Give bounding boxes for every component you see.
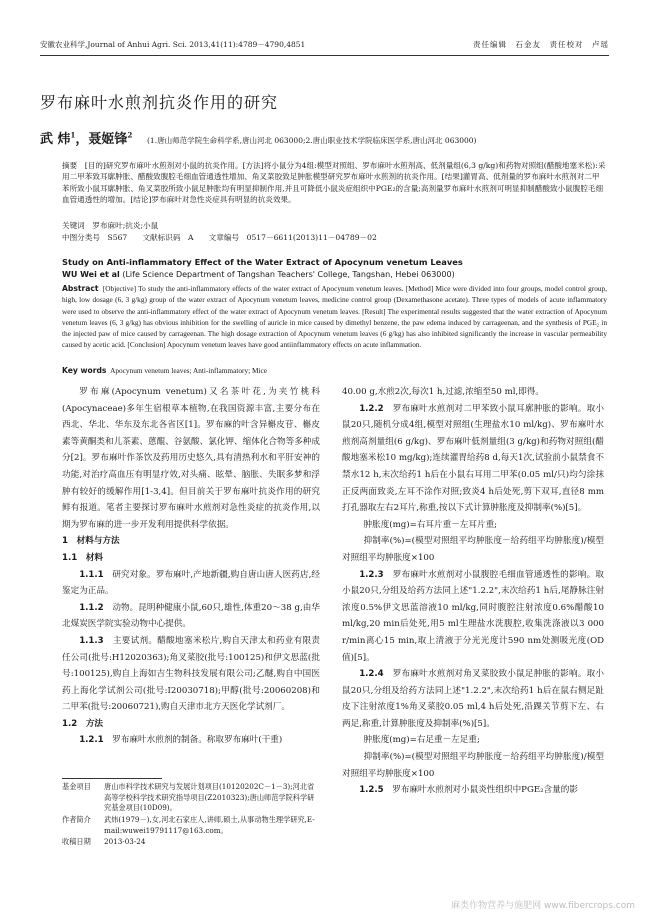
author-line: 武 炜$^1$，聂姬锋$^2$ xyxy=(40,130,133,147)
footnote-fund: 基金项目 唐山市科学技术研究与发展计划项目(10120202C－1－3);河北省高等学校科学技术研究指导项目(Z2010323);唐山师范学院科学研究基金项目(10D09)。 xyxy=(62,782,315,813)
classification-line: 中图分类号 S567 文献标识码 A 文章编号 0517－6611(2013)11－04789－02 xyxy=(62,233,377,242)
footnote-received: 收稿日期 2013-03-24 xyxy=(62,837,146,846)
paragraph-1-2-3: 1.2.3 罗布麻叶水煎剂对小鼠腹腔毛细血管通透性的影响。取小鼠20只,分组及给药方法同上述"1.2.2",末次给药1 h后,尾静脉注射浓度0.5%伊文思蓝溶液10 ml/kg,同时腹腔注射浓度0.6%醋酸10 ml/kg,20 min后处死,用5 ml生理盐水洗腹腔,收集洗涤液以3 000 r/min离心15 min,取上清液于分光光度计590 nm处测吸光度(OD值)[5]。 xyxy=(342,569,604,663)
english-title: Study on Anti-inflammatory Effect of the Water Extract of Apocynum venetum Leaves xyxy=(62,257,463,267)
formula-inhibition: 抑制率(%)=(模型对照组平均肿胀度－给药组平均肿胀度)/模型对照组平均肿胀度×100 xyxy=(342,536,604,563)
watermark: 麻类作物营养与施肥网 www.fibercrops.com xyxy=(451,901,635,911)
paragraph-1-1-1: 1.1.1 研究对象。罗布麻叶,产地新疆,购自唐山唐人医药店,经鉴定为正品。 xyxy=(62,569,320,597)
journal-citation: 安徽农业科学,Journal of Anhui Agri. Sci. 2013,41(11):4789－4790,4851 xyxy=(40,40,306,49)
formula-paw-swelling: 肿胀度(mg)=右足重－左足重; xyxy=(363,735,480,746)
intro-paragraph: 罗布麻(Apocynum venetum)又名茶叶花,为夹竹桃科(Apocynaceae)多年生宿根草本植物,在我国资源丰富,主要分布在西北、华北、华东及东北各省区[1]。罗布麻的叶含异槲皮苷、槲皮素等黄酮类和儿茶素、蒽醌、谷氨酸、氯化钾、缩体化合物等多种成分[2]。罗布麻叶作茶饮及药用历史悠久,具有清热利水和平肝安神的功能,对治疗高血压有明显疗效,对头痛、眩晕、脑胀、失眠多梦和浮肿有较好的缓解作用[1-3,4]。但目前关于罗布麻叶抗炎作用的研究鲜有报道。笔者主要探讨罗布麻叶水煎剂对急性炎症的抗炎作用,以期为罗布麻的进一步开发利用提供科学依据。 xyxy=(62,387,320,530)
footnote-author: 作者简介 武炜(1979－),女,河北石家庄人,讲师,硕士,从事动物生理学研究,E-mail:wuwei19791117@163.com。 xyxy=(62,815,315,835)
paragraph-1-2-1: 1.2.1 罗布麻叶水煎剂的制备。称取罗布麻叶(干重) xyxy=(79,735,283,746)
english-author: WU Wei et al (Life Science Department of Tangshan Teachers' College, Tangshan, Hebei 063000) xyxy=(62,270,455,279)
paragraph-1-2-2: 1.2.2 罗布麻叶水煎剂对二甲苯致小鼠耳廓肿胀的影响。取小鼠20只,随机分成4组,模型对照组(生理盐水10 ml/kg)、罗布麻叶水煎剂高剂量组(6 g/kg)、罗布麻叶低剂量组(3 g/kg)和药物对照组(醋酸地塞米松10 mg/kg);连续灌胃给药8 d,每天1次,试验前小鼠禁食不禁水12 h,末次给药1 h后在小鼠右耳用二甲苯(0.05 ml/只)均匀涂抹正反两面致炎,左耳不涂作对照;致炎4 h后处死,剪下双耳,直径8 mm打孔器取左右2耳片,称重,按以下式计算肿胀度及抑制率(%)[5]。 xyxy=(342,403,604,514)
section-heading: 1 材料与方法 xyxy=(62,536,120,547)
footnote-rule xyxy=(62,778,162,779)
abstract-en: Abstract [Objective] To study the anti-inflammatory effects of the water extract of Apocynum venetum leaves. [Method] Mice were divided into four groups, model control group, high, low dosage (6, 3 g/kg) group of the water extract of Apocynum venetum leaves, medicine control group (Dexamethasone acetate). Three types of models of acute inflammatory were used to observe the anti-inflammatory effect of the water extract of Apocynum venetum leaves. [Result] The experimental results suggested that the water extraction of Apocynum venetum leaves (6, 3 g/kg) has obvious inhibition for the swelling of auricle in mice caused by dimethyl benzene, the paw edema induced by carrageenan, and the synthesis of PGE₂ in the injected paw of mice caused by carrageenan. The high dosage extraction of Apocynum venetum leaves (6 g/kg) has also inhibited significantly the increase in vascular permeability caused by acetic acid. [Conclusion] Apocynum venetum leaves have good antiinflammatory effects on acute inflammation. xyxy=(62,284,607,350)
body-right-column xyxy=(342,384,604,799)
author-1: 武 炜 xyxy=(40,132,71,147)
paragraph-1-2-4: 1.2.4 罗布麻叶水煎剂对角叉菜胶致小鼠足肿胀的影响。取小鼠20只,分组及给药方法同上述"1.2.2",末次给药1 h后在鼠右侧足趾皮下注射浓度1%角叉菜胶0.05 ml,4 h后处死,沿踝关节剪下左、右两足,称重,计算肿胀度及抑制率(%)[5]。 xyxy=(342,669,604,729)
paragraph-1-1-2: 1.1.2 动物。昆明种健康小鼠,60只,雄性,体重20～38 g,由华北煤炭医学院实验动物中心提供。 xyxy=(62,602,320,630)
formula-swelling: 肿胀度(mg)=右耳片重－左耳片重; xyxy=(363,519,498,530)
formula-paw-inhibition: 抑制率(%)=(模型对照组平均肿胀度－给药组平均肿胀度)/模型对照组平均肿胀度×100 xyxy=(342,752,604,779)
subsection-heading-methods: 1.2 方法 xyxy=(62,718,104,729)
keywords-en: Key words Apocynum venetum leaves; Anti-inflammatory; Mice xyxy=(62,366,267,375)
header-rule xyxy=(40,55,609,56)
editor-credits: 责任编辑 石金友 责任校对 卢瑶 xyxy=(473,40,609,49)
affiliation: (1.唐山师范学院生命科学系,唐山河北 063000;2.唐山职业技术学院临床医学系,唐山河北 063000) xyxy=(147,136,477,145)
paragraph-1-2-5: 1.2.5 罗布麻叶水煎剂对小鼠炎性组织中PGE₂含量的影 xyxy=(359,785,578,796)
subsection-heading: 1.1 材料 xyxy=(62,552,104,563)
abstract-cn: 摘要 [目的]研究罗布麻叶水煎剂对小鼠的抗炎作用。[方法]将小鼠分为4组:模型对照组、罗布麻叶水煎剂高、低剂量组(6,3 g/kg)和药物对照组(醋酸地塞米松):采用二甲苯致耳廓肿胀、醋酸致腹腔毛细血管通透性增加、角叉菜胶致足肿胀模型研究罗布麻叶水煎剂的抗炎作用。[结果]灌胃高、低剂量的罗布麻叶水煎剂对二甲苯所致小鼠耳廓肿胀、角叉菜胶所致小鼠足肿胀均有明显抑制作用,并且可降低小鼠炎症组织中PGE₂的含量;高剂量罗布麻叶水煎剂可明显抑制醋酸致小鼠腹腔毛细血管通透性的增加。[结论]罗布麻叶对急性炎症具有明显的抗炎效果。 xyxy=(62,161,606,205)
body-left-column xyxy=(62,384,320,749)
keywords-cn: 关键词 罗布麻叶;抗炎;小鼠 xyxy=(62,221,159,230)
author-2: 聂姬锋 xyxy=(88,132,128,147)
paragraph-1-1-3: 1.1.3 主要试剂。醋酸地塞米松片,购自天津太和药业有限责任公司(批号:H12020363);角叉菜胶(批号:100125)和伊文思蓝(批号:100125),购自上海如吉生物科技发展有限公司;乙醚,购自中国医药上海化学试剂公司(批号:I20030718);甲醇(批号:20060208)和二甲苯(批号:20060721),购自天津市北方天医化学试剂厂。 xyxy=(62,635,320,713)
article-title: 罗布麻叶水煎剂抗炎作用的研究 xyxy=(40,93,279,112)
continued-text: 40.00 g,水煎2次,每次1 h,过滤,浓缩至50 ml,即得。 xyxy=(342,387,544,397)
